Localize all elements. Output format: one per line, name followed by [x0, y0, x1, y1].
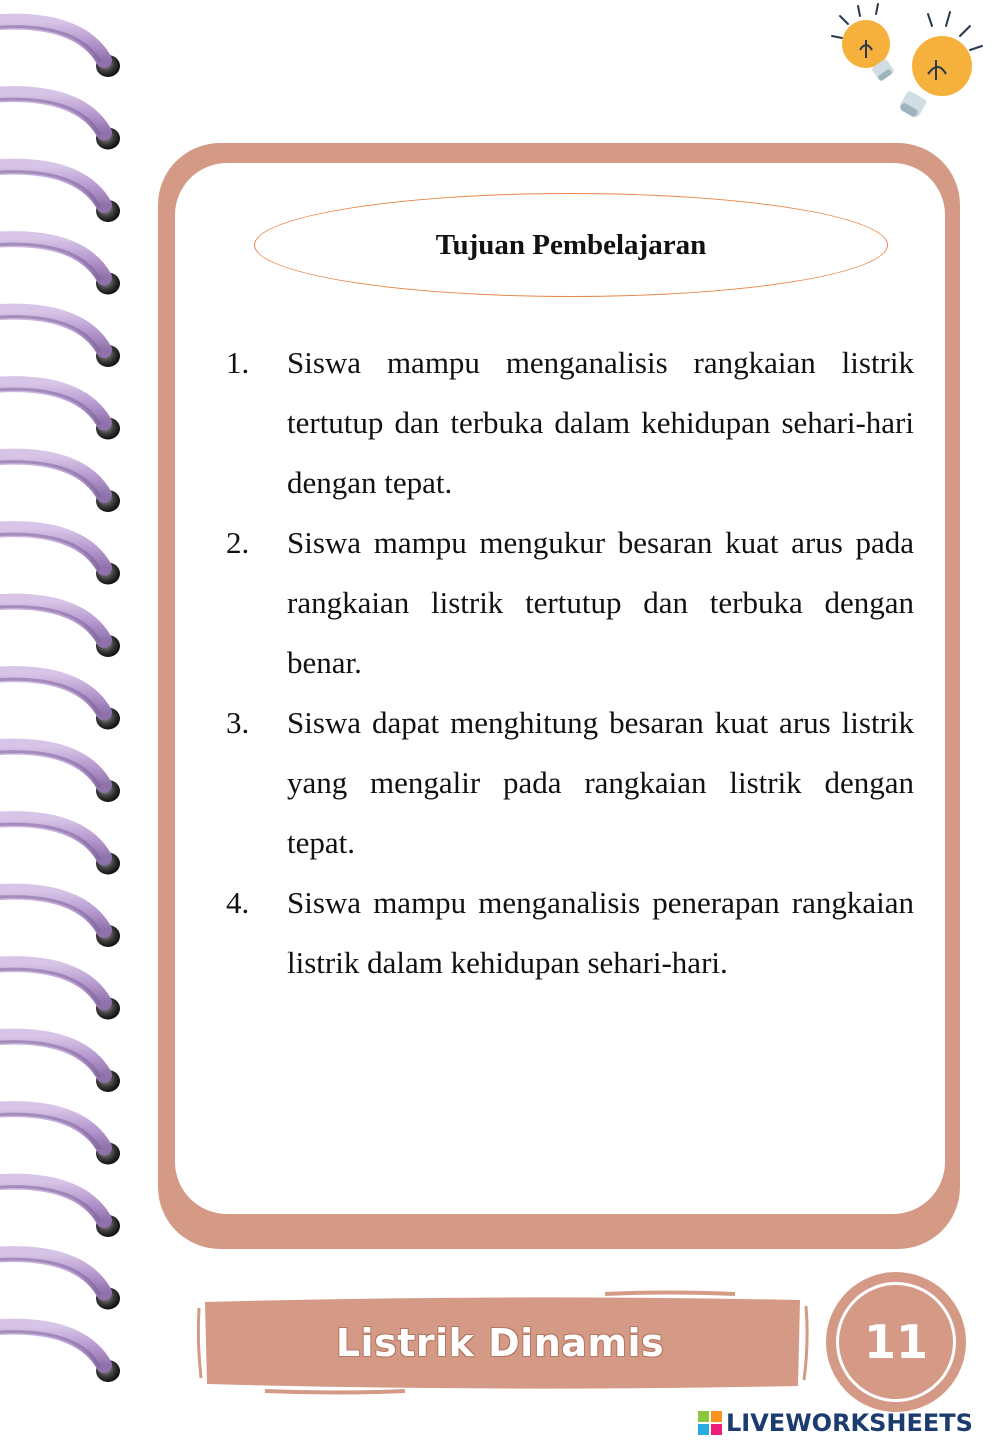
spiral-ring — [0, 892, 120, 947]
spiral-ring — [0, 1327, 120, 1382]
objective-number: 3. — [226, 705, 250, 740]
spiral-ring — [0, 529, 120, 584]
spiral-ring — [0, 239, 120, 294]
objective-text: Siswa mampu menganalisis penerapan rangkaian listrik dalam kehidupan sehari-hari. — [287, 885, 914, 980]
spiral-ring — [0, 384, 120, 439]
objective-number: 2. — [226, 525, 250, 560]
spiral-ring — [0, 1182, 120, 1237]
liveworksheets-watermark[interactable] — [698, 1408, 973, 1438]
page-number: 11 — [836, 1282, 956, 1402]
spiral-ring — [0, 167, 120, 222]
objective-item-3 — [226, 693, 914, 873]
objective-number: 1. — [226, 345, 250, 380]
spiral-ring — [0, 94, 120, 149]
spiral-ring — [0, 602, 120, 657]
spiral-ring — [0, 457, 120, 512]
spiral-ring — [0, 22, 120, 77]
spiral-ring — [0, 1254, 120, 1309]
watermark-text: LIVEWORKSHEETS — [726, 1409, 973, 1437]
lightbulbs-icon — [820, 0, 1000, 130]
spiral-ring — [0, 674, 120, 729]
spiral-ring — [0, 1109, 120, 1164]
book-title: Listrik Dinamis — [335, 1320, 665, 1365]
objective-text: Siswa mampu mengukur besaran kuat arus pada rangkaian listrik tertutup dan terbuka dengan benar. — [287, 525, 914, 680]
objective-text: Siswa dapat menghitung besaran kuat arus listrik yang mengalir pada rangkaian listrik dengan tepat. — [287, 705, 914, 860]
objective-item-4 — [226, 873, 914, 993]
spiral-ring — [0, 312, 120, 367]
liveworksheets-logo-icon — [698, 1411, 722, 1435]
objective-item-2 — [226, 513, 914, 693]
title-oval — [254, 193, 888, 297]
spiral-ring — [0, 1037, 120, 1092]
objective-number: 4. — [226, 885, 250, 920]
objective-text: Siswa mampu menganalisis rangkaian listrik tertutup dan terbuka dalam kehidupan sehari-hari dengan tepat. — [287, 345, 914, 500]
spiral-ring — [0, 819, 120, 874]
page-title: Tujuan Pembelajaran — [435, 228, 707, 261]
spiral-ring — [0, 964, 120, 1019]
spiral-binding — [0, 0, 140, 1443]
objective-item-1 — [226, 333, 914, 513]
spiral-ring — [0, 747, 120, 802]
